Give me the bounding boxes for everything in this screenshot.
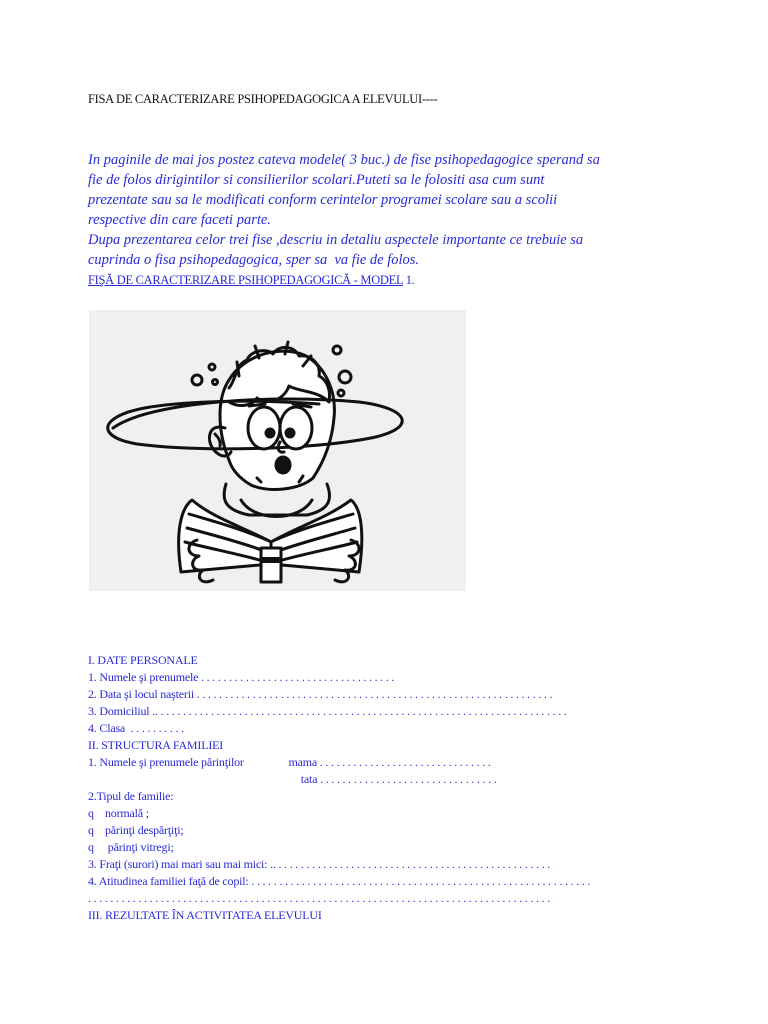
intro-line-6: cuprinda o fisa psihopedagogica, sper sa va fie de folos. — [88, 252, 420, 268]
field-numele-prenumele: 1. Numele şi prenumele . . . . . . . . . . . . . . . . . . . . . . . . . . . . . . . . . . . — [88, 670, 395, 684]
field-atitudinea-familiei: 4. Atitudinea familiei faţă de copil: . . . . . . . . . . . . . . . . . . . . . . . . . . . . . . . . . . . . . . . . . . . . . . . . . . . . . . . . . . . . . — [88, 874, 591, 888]
option-parinti-despartiti: q părinţi despărţiţi; — [88, 823, 184, 837]
intro-line-5: Dupa prezentarea celor trei fise ,descriu in detaliu aspectele importante ce trebuie sa — [88, 232, 584, 248]
model-title-text: FIŞĂ DE CARACTERIZARE PSIHOPEDAGOGICĂ - MODEL — [88, 273, 403, 287]
section-date-personale: I. DATE PERSONALE — [88, 653, 198, 667]
section-structura-familiei: II. STRUCTURA FAMILIEI — [88, 738, 224, 752]
model-title — [88, 272, 414, 288]
option-normala: q normală ; — [88, 806, 149, 820]
intro-line-4: respective din care faceti parte. — [88, 212, 271, 228]
section-rezultate-activitate: III. REZULTATE ÎN ACTIVITATEA ELEVULUI — [88, 908, 322, 922]
intro-line-1: In paginile de mai jos postez cateva modele( 3 buc.) de fise psihopedagogice sperand sa — [88, 152, 600, 168]
option-parinti-vitregi: q părinţi vitregi; — [88, 840, 174, 854]
field-clasa: 4. Clasa . . . . . . . . . . — [88, 721, 184, 735]
field-domiciliul: 3. Domiciliul .. . . . . . . . . . . . . . . . . . . . . . . . . . . . . . . . . . . . . . . . . . . . . . . . . . . . . . . . . . . . . . . . . . . . . . . . . . — [88, 704, 567, 718]
field-tipul-familie: 2.Tipul de familie: — [88, 789, 174, 803]
field-parinti-mama: 1. Numele şi prenumele părinţilor mama . . . . . . . . . . . . . . . . . . . . . . . . . . . . . . . — [88, 755, 491, 769]
document-title: FISA DE CARACTERIZARE PSIHOPEDAGOGICA A ELEVULUI---- — [88, 92, 438, 106]
intro-line-2: fie de folos dirigintilor si consilierilor scolari.Puteti sa le folositi asa cum sunt — [88, 172, 545, 188]
field-parinti-tata: tata . . . . . . . . . . . . . . . . . . . . . . . . . . . . . . . . — [88, 772, 497, 786]
boy-reading-illustration — [89, 310, 466, 591]
field-data-locul-nasterii: 2. Data şi locul naşterii . . . . . . . . . . . . . . . . . . . . . . . . . . . . . . . . . . . . . . . . . . . . . . . . . . . . . . . . . . . . . . . . — [88, 687, 553, 701]
model-number: 1. — [402, 273, 415, 287]
field-continuation-dots: . . . . . . . . . . . . . . . . . . . . . . . . . . . . . . . . . . . . . . . . . . . . . . . . . . . . . . . . . . . . . . . . . . . . . . . . . . . . . . . . . . . — [88, 891, 551, 905]
field-frati-surori: 3. Fraţi (surori) mai mari sau mai mici: .. . . . . . . . . . . . . . . . . . . . . . . . . . . . . . . . . . . . . . . . . . . . . . . . . . — [88, 857, 551, 871]
intro-line-3: prezentate sau sa le modificati conform cerintelor programei scolare sau a scolii — [88, 192, 558, 208]
